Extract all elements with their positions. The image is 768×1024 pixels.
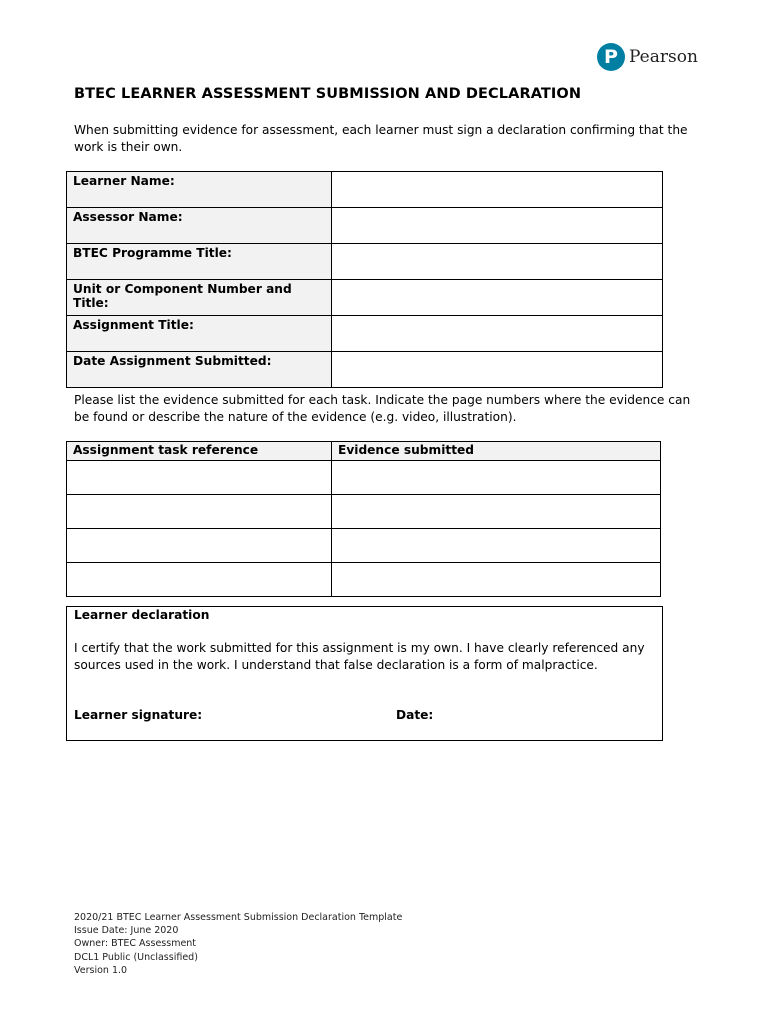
table-row: [67, 352, 663, 388]
evidence-submitted-cell[interactable]: [332, 495, 661, 529]
unit-title-field[interactable]: [332, 280, 663, 316]
declaration-heading: Learner declaration: [74, 608, 210, 622]
footer-owner: Owner: BTEC Assessment: [74, 938, 197, 950]
task-reference-cell[interactable]: [67, 461, 332, 495]
evidence-table: [66, 441, 661, 597]
programme-title-label: BTEC Programme Title:: [67, 244, 332, 280]
learner-signature-label: Learner signature:: [74, 708, 203, 722]
table-row: [67, 461, 661, 495]
assessor-name-label: Assessor Name:: [67, 208, 332, 244]
table-row: [67, 495, 661, 529]
declaration-date-label: Date:: [396, 708, 434, 722]
table-row: [67, 563, 661, 597]
footer-issue-date: Issue Date: June 2020: [74, 925, 179, 937]
table-row: [67, 244, 663, 280]
table-row: [67, 529, 661, 563]
pearson-logo: [597, 42, 698, 72]
pearson-logo-text: Pearson: [629, 47, 698, 67]
date-submitted-field[interactable]: [332, 352, 663, 388]
declaration-text: I certify that the work submitted for this assignment is my own. I have clearly referenced any sources used in the work. I understand that false declaration is a form of malpractice.: [74, 641, 645, 672]
evidence-submitted-header: Evidence submitted: [332, 442, 661, 461]
assessor-name-field[interactable]: [332, 208, 663, 244]
evidence-submitted-cell[interactable]: [332, 563, 661, 597]
pearson-logo-icon: P: [597, 43, 625, 71]
footer-classification: DCL1 Public (Unclassified): [74, 951, 198, 963]
task-reference-cell[interactable]: [67, 563, 332, 597]
footer-version: Version 1.0: [74, 964, 128, 976]
footer-template-name: 2020/21 BTEC Learner Assessment Submission Declaration Template: [74, 912, 403, 923]
table-row: [67, 280, 663, 316]
table-row: [67, 172, 663, 208]
evidence-submitted-cell[interactable]: [332, 461, 661, 495]
task-reference-header: Assignment task reference: [67, 442, 332, 461]
table-row: [67, 316, 663, 352]
programme-title-field[interactable]: [332, 244, 663, 280]
table-row: [67, 208, 663, 244]
learner-name-field[interactable]: [332, 172, 663, 208]
evidence-submitted-cell[interactable]: [332, 529, 661, 563]
task-reference-cell[interactable]: [67, 495, 332, 529]
page-title: BTEC LEARNER ASSESSMENT SUBMISSION AND DECLARATION: [74, 86, 582, 102]
task-reference-cell[interactable]: [67, 529, 332, 563]
table-header-row: [67, 442, 661, 461]
document-footer: [74, 911, 402, 977]
date-submitted-label: Date Assignment Submitted:: [67, 352, 332, 388]
assignment-title-field[interactable]: [332, 316, 663, 352]
learner-declaration-box: [66, 606, 663, 741]
intro-text: When submitting evidence for assessment, each learner must sign a declaration confirming that the work is their own.: [74, 123, 688, 154]
learner-info-table: [66, 171, 663, 388]
assignment-title-label: Assignment Title:: [67, 316, 332, 352]
evidence-instructions: Please list the evidence submitted for each task. Indicate the page numbers where the evidence can be found or describe the nature of the evidence (e.g. video, illustration).: [74, 393, 691, 424]
unit-title-label: Unit or Component Number and Title:: [67, 280, 332, 316]
learner-name-label: Learner Name:: [67, 172, 332, 208]
